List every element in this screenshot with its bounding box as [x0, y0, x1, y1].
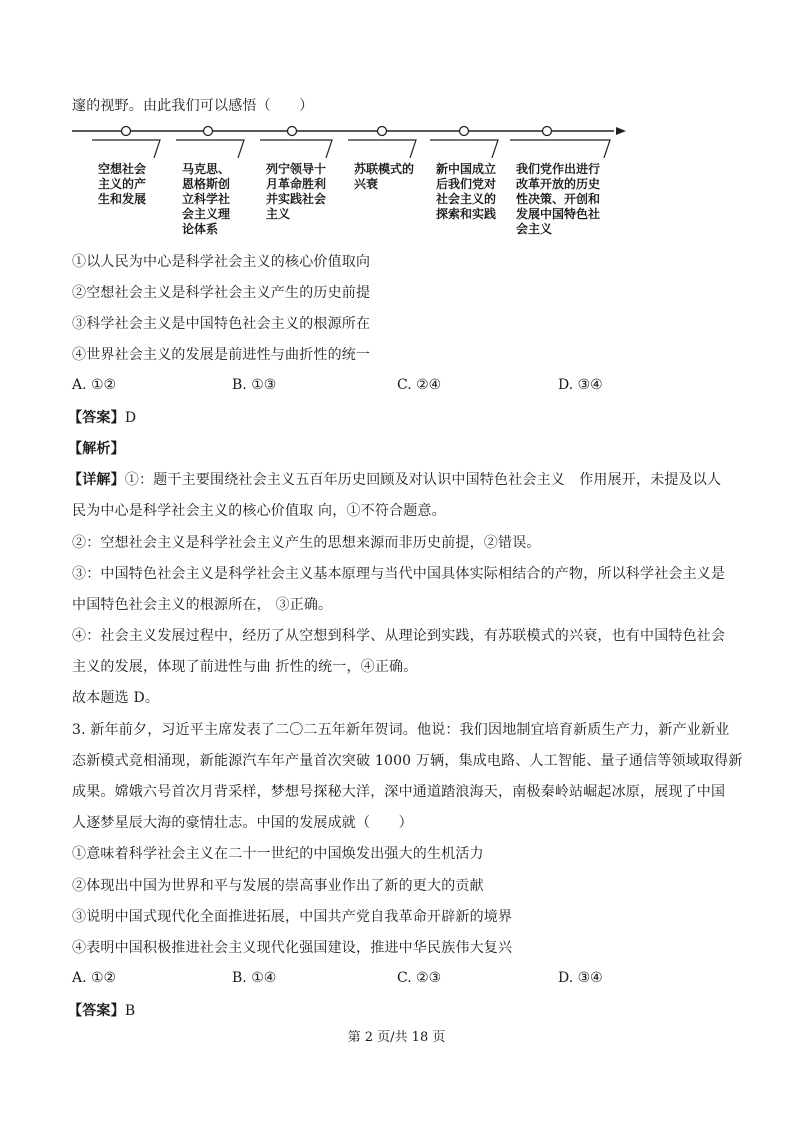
q2-detail-line-6: ④：社会主义发展过程中，经历了从空想到科学、从理论到实践，有苏联模式的兴衰，也有中国特色社会 [72, 628, 726, 644]
timeline-box-utopian: 空想社会 主义的产 生和发展 [98, 162, 147, 206]
history-timeline [70, 118, 630, 248]
q3-options [72, 970, 732, 988]
timeline-arrow [70, 118, 630, 158]
q3-statement-4: ④表明中国积极推进社会主义现代化强国建设，推进中华民族伟大复兴 [72, 940, 513, 956]
q3-stem-line-4: 人逐梦星辰大海的豪情壮志。中国的发展成就（ ） [72, 815, 413, 831]
q2-intro-tail: 邃的视野。由此我们可以感悟（ ） [72, 98, 314, 114]
q3-option-b: B. ①④ [232, 970, 277, 986]
analysis-label: 【解析】 [68, 441, 125, 457]
timeline-box-lenin: 列宁领导十 月革命胜利 并实践社会 主义 [266, 162, 327, 221]
q2-option-b: B. ①③ [232, 377, 277, 393]
timeline-box-reform: 我们党作出进行 改革开放的历史 性决策、开创和 发展中国特色社 会主义 [516, 162, 601, 236]
q2-detail-line-1: 【详解】①：题干主要围绕社会主义五百年历史回顾及对认识中国特色社会主义 作用展开，未提及以人 [68, 472, 722, 488]
q2-statement-3: ③科学社会主义是中国特色社会主义的根源所在 [72, 316, 371, 332]
q2-detail-line-2: 民为中心是科学社会主义的核心价值取 向，①不符合题意。 [72, 503, 446, 519]
q2-option-c: C. ②④ [397, 377, 442, 393]
q3-option-c: C. ②③ [397, 970, 442, 986]
timeline-box-soviet: 苏联模式的 兴衰 [354, 162, 415, 191]
page-footer: 第 2 页/共 18 页 [347, 1030, 446, 1045]
q3-stem-line-1: 3. 新年前夕，习近平主席发表了二〇二五年新年贺词。他说：我们因地制宜培育新质生产力，新产业新业 [72, 722, 730, 738]
q3-option-a: A. ①② [72, 970, 117, 986]
timeline-box-marx-engels: 马克思、 恩格斯创 立科学社 会主义理 论体系 [182, 162, 231, 236]
q2-statement-1: ①以人民为中心是科学社会主义的核心价值取向 [72, 254, 371, 270]
q3-stem-line-2: 态新模式竞相涌现，新能源汽车年产量首次突破 1000 万辆，集成电路、人工智能、量子通信等领域取得新 [72, 753, 743, 769]
q3-statement-2: ②体现出中国为世界和平与发展的崇高事业作出了新的更大的贡献 [72, 878, 484, 894]
answer-label: 【答案】 [68, 1003, 125, 1019]
q2-options [72, 377, 732, 395]
q2-analysis [68, 440, 125, 458]
q2-option-a: A. ①② [72, 377, 117, 393]
q3-answer [68, 1002, 135, 1020]
q2-detail-line-8: 故本题选 D。 [72, 690, 160, 706]
q2-statement-2: ②空想社会主义是科学社会主义产生的历史前提 [72, 285, 371, 301]
detail-label: 【详解】 [68, 472, 125, 488]
q3-stem-line-3: 成果。嫦娥六号首次月背采样，梦想号探秘大洋，深中通道踏浪海天，南极秦岭站崛起冰原，展现了中国 [72, 784, 726, 800]
answer-label: 【答案】 [68, 410, 125, 426]
answer-value: B [124, 1003, 136, 1019]
q2-statement-4: ④世界社会主义的发展是前进性与曲折性的统一 [72, 347, 371, 363]
q2-detail-line-7: 主义的发展，体现了前进性与曲 折性的统一，④正确。 [72, 659, 418, 675]
q2-option-d: D. ③④ [558, 377, 603, 393]
q2-detail-line-4: ③：中国特色社会主义是科学社会主义基本原理与当代中国具体实际相结合的产物，所以科学社会主义是 [72, 566, 726, 582]
q2-detail-line-3: ②：空想社会主义是科学社会主义产生的思想来源而非历史前提，②错误。 [72, 535, 541, 551]
answer-value: D [124, 410, 137, 426]
q2-answer [68, 409, 136, 427]
timeline-box-new-china: 新中国成立 后我们党对 社会主义的 探索和实践 [436, 162, 497, 221]
q3-option-d: D. ③④ [558, 970, 603, 986]
q3-statement-3: ③说明中国式现代化全面推进拓展，中国共产党自我革命开辟新的境界 [72, 909, 513, 925]
q2-detail-line-5: 中国特色社会主义的根源所在， ③正确。 [72, 597, 333, 613]
q3-statement-1: ①意味着科学社会主义在二十一世纪的中国焕发出强大的生机活力 [72, 846, 484, 862]
